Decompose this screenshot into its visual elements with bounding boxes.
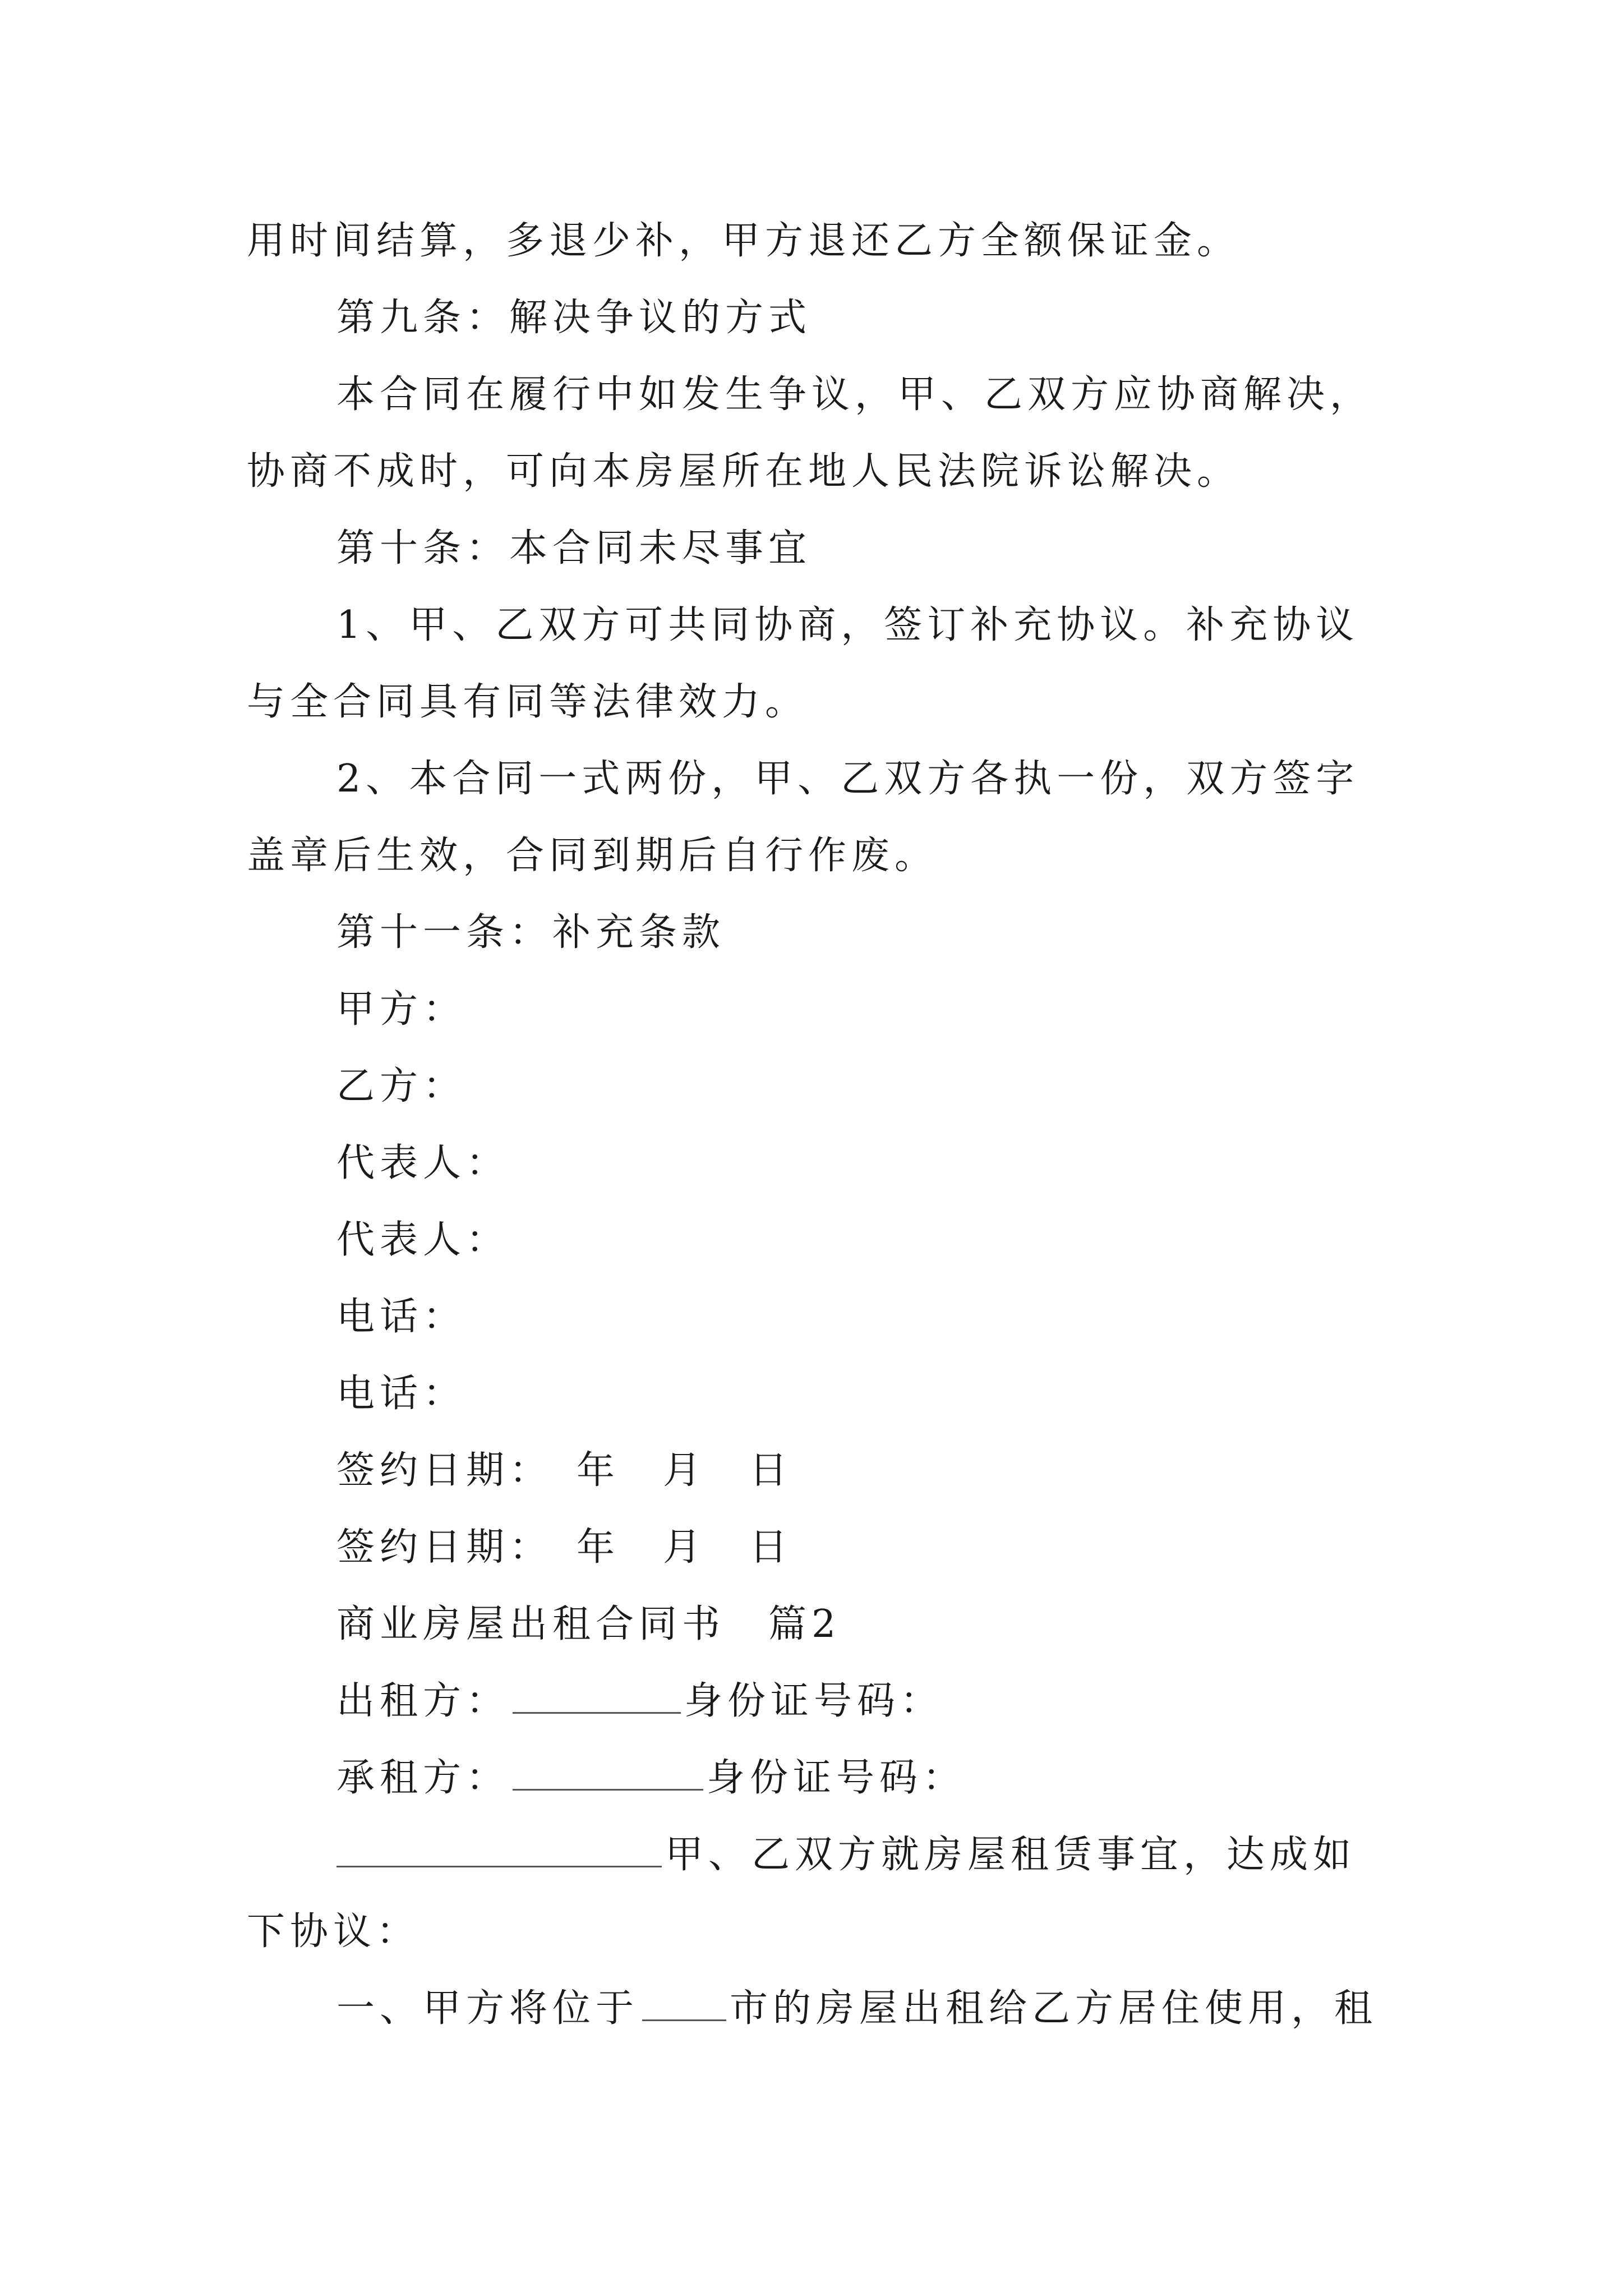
text-line: 1、甲、乙双方可共同协商，签订补充协议。补充协议 bbox=[336, 603, 1359, 647]
lessee-line bbox=[336, 1750, 1385, 1806]
text-line: 盖章后生效，合同到期后自行作废。 bbox=[247, 834, 938, 878]
representative-a-label: 代表人： bbox=[336, 1141, 510, 1185]
sign-date-a: 签约日期： 年 月 日 bbox=[336, 1448, 793, 1493]
lessor-id-label: 身份证号码： bbox=[684, 1679, 944, 1723]
phone-b-label: 电话： bbox=[336, 1372, 467, 1416]
section-2-title: 商业房屋出租合同书 篇2 bbox=[336, 1602, 841, 1646]
lessor-name-blank bbox=[513, 1677, 681, 1714]
text-line: 本合同在履行中如发生争议，甲、乙双方应协商解决， bbox=[336, 372, 1373, 417]
lessee-id-label: 身份证号码： bbox=[707, 1756, 966, 1800]
lessor-label: 出租方： bbox=[336, 1679, 510, 1723]
agreement-text: 甲、乙双方就房屋租赁事宜，达成如 bbox=[665, 1833, 1357, 1877]
lessor-line bbox=[336, 1673, 1385, 1729]
clause-one-prefix: 一、甲方将位于 bbox=[336, 1986, 639, 2031]
agreement-blank bbox=[336, 1831, 662, 1867]
phone-a-label: 电话： bbox=[336, 1295, 467, 1339]
party-b-label: 乙方： bbox=[336, 1064, 467, 1108]
clause-one-suffix: 市的房屋出租给乙方居住使用，租 bbox=[730, 1986, 1378, 2031]
sign-date-b: 签约日期： 年 月 日 bbox=[336, 1525, 793, 1570]
article-11-heading: 第十一条：补充条款 bbox=[336, 910, 726, 955]
article-10-heading: 第十条：本合同未尽事宜 bbox=[336, 526, 812, 570]
text-line: 用时间结算，多退少补，甲方退还乙方全额保证金。 bbox=[247, 219, 1241, 263]
lessee-label: 承租方： bbox=[336, 1756, 510, 1800]
party-a-label: 甲方： bbox=[336, 987, 467, 1032]
article-9-heading: 第九条：解决争议的方式 bbox=[336, 296, 812, 340]
text-line: 协商不成时，可向本房屋所在地人民法院诉讼解决。 bbox=[247, 449, 1241, 494]
agreement-line bbox=[336, 1827, 1385, 1883]
lessee-name-blank bbox=[513, 1754, 703, 1791]
representative-b-label: 代表人： bbox=[336, 1218, 510, 1262]
clause-one-line bbox=[336, 1981, 1385, 2037]
agreement-continuation: 下协议： bbox=[247, 1910, 420, 1954]
text-line: 与全合同具有同等法律效力。 bbox=[247, 680, 809, 724]
city-blank bbox=[642, 1985, 726, 2021]
text-line: 2、本合同一式两份，甲、乙双方各执一份，双方签字 bbox=[336, 757, 1359, 801]
